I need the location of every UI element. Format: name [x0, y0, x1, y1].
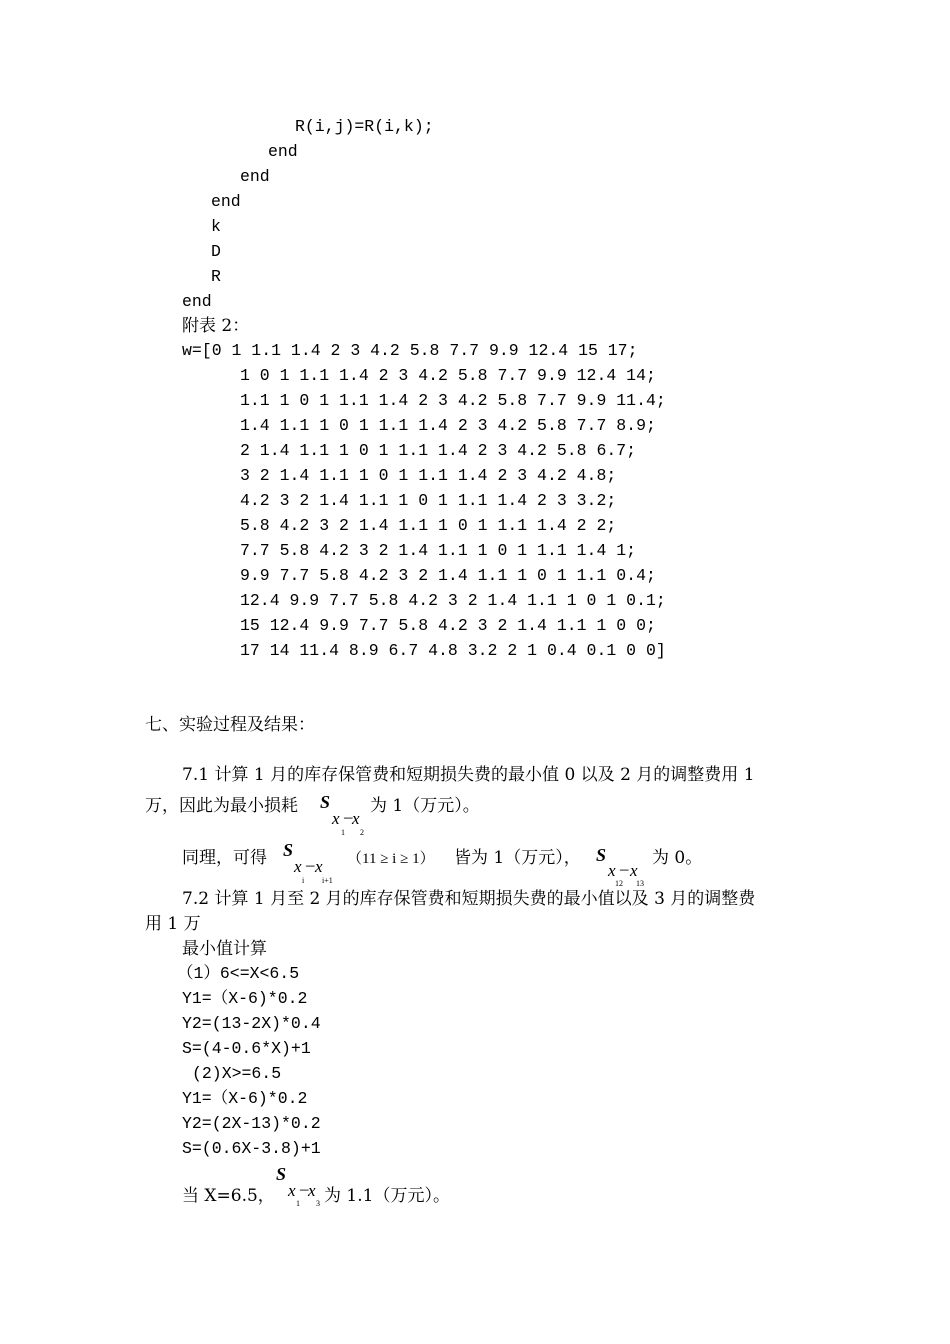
case-2-condition: (2)X>=6.5: [192, 1064, 282, 1083]
formula-line: Y2=(13-2X)*0.4: [182, 1014, 321, 1033]
code-line: k: [211, 217, 221, 236]
paragraph-7-2-line1: 7.2 计算 1 月至 2 月的库存保管费和短期损失费的最小值以及 3 月的调整费: [182, 889, 756, 909]
case-1-condition: （1）6<=X<6.5: [177, 964, 300, 983]
math-x: x: [608, 861, 616, 880]
math-x: x: [352, 809, 360, 828]
math-subscript: 1: [296, 1199, 300, 1208]
matrix-line: 4.2 3 2 1.4 1.1 1 0 1 1.1 1.4 2 3 3.2;: [240, 491, 617, 510]
math-dash: –: [306, 855, 315, 874]
min-calc-title: 最小值计算: [182, 939, 267, 959]
similar-suffix: 为 0。: [652, 848, 703, 868]
matrix-line: 12.4 9.9 7.7 5.8 4.2 3 2 1.4 1.1 1 0 1 0.1;: [240, 591, 666, 610]
math-condition: （11 ≥ i ≥ 1）: [347, 851, 435, 867]
matrix-line: 9.9 7.7 5.8 4.2 3 2 1.4 1.1 1 0 1 1.1 0.4;: [240, 566, 656, 585]
math-subscript: i+1: [322, 876, 333, 885]
paragraph-7-1-line1: 7.1 计算 1 月的库存保管费和短期损失费的最小值 0 以及 2 月的调整费用 1: [182, 765, 755, 785]
formula-line: S=(0.6X-3.8)+1: [182, 1139, 321, 1158]
matrix-line: 5.8 4.2 3 2 1.4 1.1 1 0 1 1.1 1.4 2 2;: [240, 516, 617, 535]
formula-line: Y1=（X-6)*0.2: [182, 1089, 308, 1108]
final-prefix: 当 X=6.5，: [182, 1186, 275, 1206]
final-suffix: 为 1.1（万元）。: [324, 1186, 450, 1206]
formula-line: Y1=（X-6)*0.2: [182, 989, 308, 1008]
code-line: R: [211, 267, 221, 286]
math-subscript: 2: [360, 828, 364, 837]
matrix-line: 1.1 1 0 1 1.1 1.4 2 3 4.2 5.8 7.7 9.9 11.4;: [240, 391, 666, 410]
matrix-line: 7.7 5.8 4.2 3 2 1.4 1.1 1 0 1 1.1 1.4 1;: [240, 541, 637, 560]
math-x: x: [315, 857, 323, 876]
math-dash: –: [620, 859, 629, 878]
matrix-line: 1.4 1.1 1 0 1 1.1 1.4 2 3 4.2 5.8 7.7 8.9;: [240, 416, 656, 435]
matrix-line: 17 14 11.4 8.9 6.7 4.8 3.2 2 1 0.4 0.1 0 0]: [240, 641, 666, 660]
math-x: x: [294, 857, 302, 876]
appendix-title: 附表 2：: [182, 316, 250, 336]
math-symbol-s: S: [283, 840, 294, 860]
section-heading: 七、实验过程及结果：: [145, 715, 315, 735]
matrix-line: 2 1.4 1.1 1 0 1 1.1 1.4 2 3 4.2 5.8 6.7;: [240, 441, 637, 460]
math-symbol-s: S: [320, 792, 331, 812]
similar-middle: 皆为 1（万元），: [454, 848, 581, 868]
code-line: R(i,j)=R(i,k);: [295, 117, 434, 136]
math-x: x: [308, 1181, 316, 1200]
code-line: end: [240, 167, 270, 186]
matrix-line: 1 0 1 1.1 1.4 2 3 4.2 5.8 7.7 9.9 12.4 14;: [240, 366, 656, 385]
code-line: D: [211, 242, 221, 261]
code-line: end: [211, 192, 241, 211]
paragraph-7-2-line2: 用 1 万: [145, 914, 201, 934]
matrix-line: 3 2 1.4 1.1 1 0 1 1.1 1.4 2 3 4.2 4.8;: [240, 466, 617, 485]
matrix-line: 15 12.4 9.9 7.7 5.8 4.2 3 2 1.4 1.1 1 0 0;: [240, 616, 656, 635]
math-dash: –: [344, 807, 353, 826]
math-dash: –: [300, 1179, 309, 1198]
matrix-line: w=[0 1 1.1 1.4 2 3 4.2 5.8 7.7 9.9 12.4 15 17;: [182, 341, 638, 360]
paragraph-7-1-line2-suffix: 为 1（万元）。: [370, 796, 480, 816]
code-line: end: [182, 292, 212, 311]
similar-prefix: 同理，可得: [182, 848, 267, 868]
math-symbol-s: S: [596, 845, 607, 865]
math-symbol-s: S: [276, 1164, 287, 1184]
math-x: x: [288, 1181, 296, 1200]
formula-line: S=(4-0.6*X)+1: [182, 1039, 311, 1058]
math-subscript: 13: [636, 879, 644, 888]
math-subscript: 1: [341, 828, 345, 837]
paragraph-7-1-line2-prefix: 万，因此为最小损耗: [145, 796, 298, 816]
math-subscript: 12: [615, 879, 623, 888]
formula-line: Y2=(2X-13)*0.2: [182, 1114, 321, 1133]
code-line: end: [268, 142, 298, 161]
math-x: x: [332, 809, 340, 828]
math-subscript: 3: [316, 1199, 320, 1208]
math-x: x: [630, 861, 638, 880]
math-subscript: i: [302, 876, 305, 885]
